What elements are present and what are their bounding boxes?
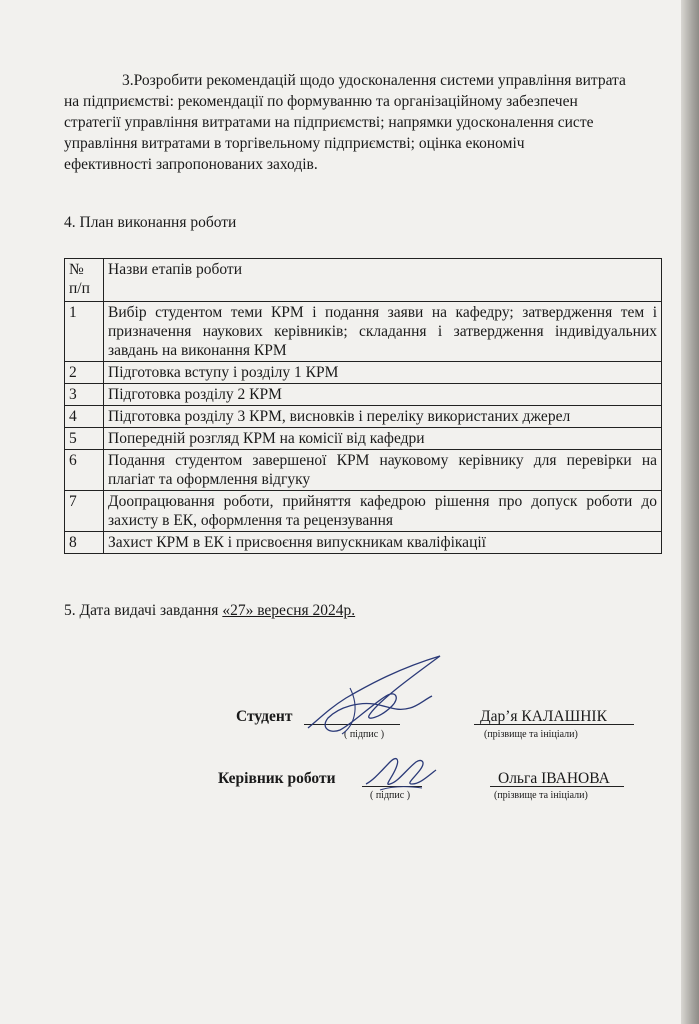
issue-date-label: 5. Дата видачі завдання: [64, 602, 223, 619]
issue-date-value: «27» вересня 2024р.: [222, 602, 356, 619]
row-num: 4: [65, 406, 104, 428]
task-point-3: [64, 70, 682, 175]
student-name-line: [474, 724, 634, 725]
header-num: № п/п: [65, 259, 104, 302]
work-plan-table: [64, 258, 662, 554]
issue-date: [64, 602, 355, 620]
table-row: [65, 302, 662, 362]
header-stage: Назви етапів роботи: [104, 259, 662, 302]
row-num: 5: [65, 428, 104, 450]
row-stage: Попередній розгляд КРМ на комісії від кафедри: [104, 428, 662, 450]
task-point-3-line: на підприємстві: рекомендації по формуванню та організаційному забезпечен: [64, 93, 578, 110]
page-edge-shadow: [681, 0, 699, 1024]
row-num: 2: [65, 362, 104, 384]
row-stage: Підготовка вступу і розділу 1 КРМ: [104, 362, 662, 384]
task-point-3-line: 3.Розробити рекомендацій щодо удосконалення системи управління витрата: [122, 72, 626, 89]
table-row: [65, 384, 662, 406]
supervisor-name: Ольга ІВАНОВА: [498, 770, 610, 787]
supervisor-name-caption: (прізвище та ініціали): [494, 790, 588, 801]
row-num: 8: [65, 532, 104, 554]
student-signature-caption: ( підпис ): [344, 729, 385, 740]
row-stage: Підготовка розділу 3 КРМ, висновків і переліку використаних джерел: [104, 406, 662, 428]
supervisor-role-label: Керівник роботи: [218, 770, 336, 787]
supervisor-signature-caption: ( підпис ): [370, 790, 411, 801]
row-stage: Доопрацювання роботи, прийняття кафедрою рішення про допуск роботи до захисту в ЕК, оформлення та рецензування: [104, 491, 662, 532]
supervisor-name-line: [490, 786, 624, 787]
table-row: [65, 406, 662, 428]
student-signature-icon: [300, 648, 450, 740]
row-num: 1: [65, 302, 104, 362]
task-point-3-line: ефективності запропонованих заходів.: [64, 156, 318, 173]
row-stage: Подання студентом завершеної КРМ науковому керівнику для перевірки на плагіат та оформлення відгуку: [104, 450, 662, 491]
row-num: 6: [65, 450, 104, 491]
student-name-caption: (прізвище та ініціали): [484, 729, 578, 740]
row-stage: Захист КРМ в ЕК і присвоєння випускникам кваліфікації: [104, 532, 662, 554]
supervisor-signature-icon: [360, 740, 440, 798]
task-point-3-line: управління витратами в торгівельному підприємстві; оцінка економіч: [64, 135, 525, 152]
row-num: 7: [65, 491, 104, 532]
table-row: [65, 362, 662, 384]
row-stage: Вибір студентом теми КРМ і подання заяви на кафедру; затвердження тем і призначення наукових керівників; складання і затвердження індивідуальних завдань на виконання КРМ: [104, 302, 662, 362]
row-num: 3: [65, 384, 104, 406]
table-row: [65, 491, 662, 532]
table-row: [65, 532, 662, 554]
plan-heading: 4. План виконання роботи: [64, 214, 237, 231]
task-point-3-line: стратегії управління витратами на підприємстві; напрямки удосконалення систе: [64, 114, 594, 131]
table-header-row: [65, 259, 662, 302]
row-stage: Підготовка розділу 2 КРМ: [104, 384, 662, 406]
table-row: [65, 450, 662, 491]
table-row: [65, 428, 662, 450]
student-name: Дар’я КАЛАШНІК: [480, 708, 607, 725]
student-role-label: Студент: [236, 708, 293, 725]
